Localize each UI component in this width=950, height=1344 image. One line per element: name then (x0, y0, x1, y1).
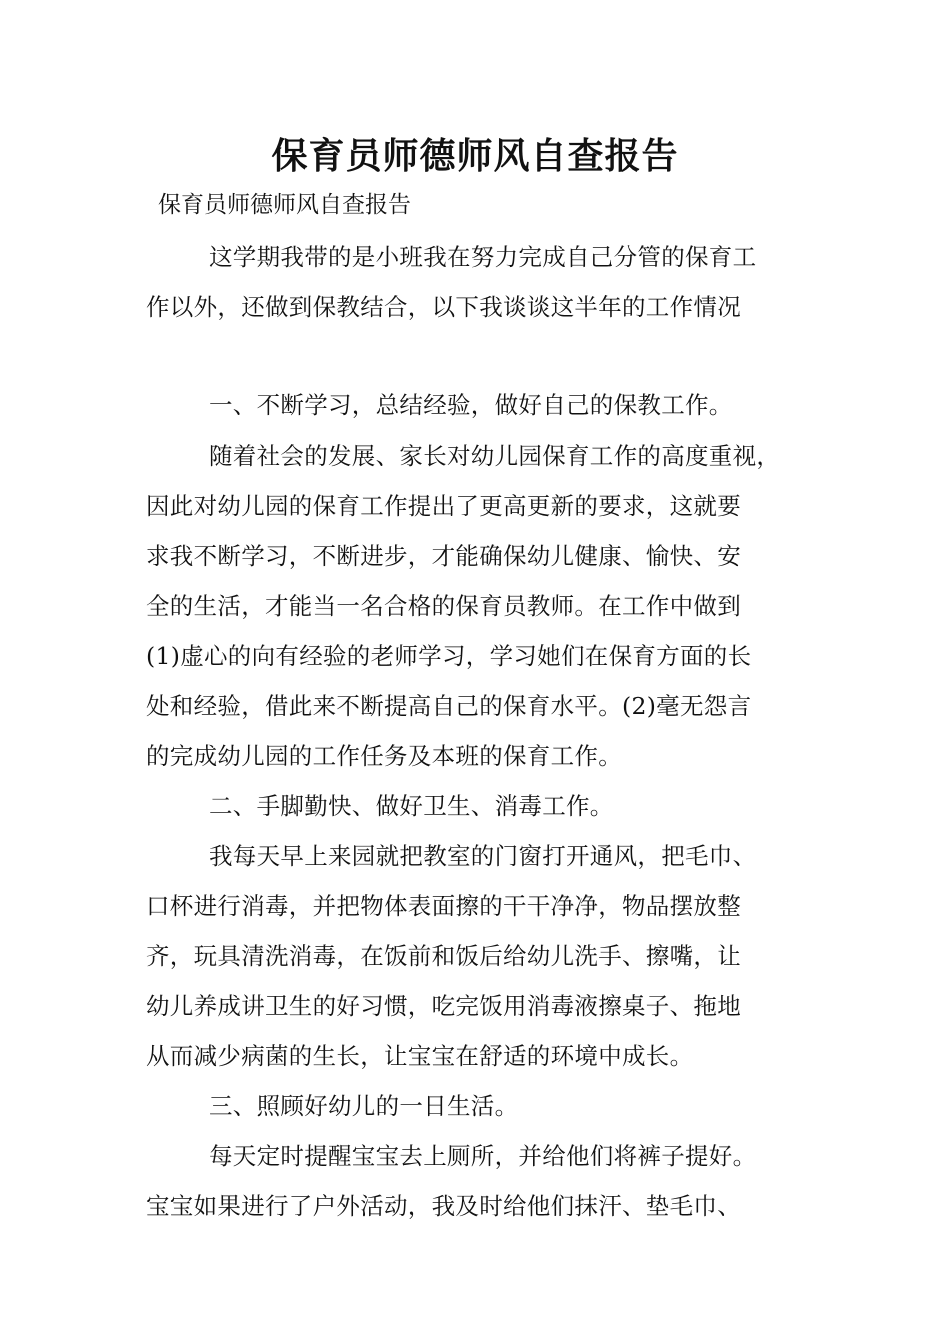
paragraph-line: (1)虚心的向有经验的老师学习，学习她们在保育方面的长 (146, 642, 752, 670)
paragraph-line: 随着社会的发展、家长对幼儿园保育工作的高度重视， (209, 442, 781, 470)
paragraph-line: 作以外，还做到保教结合，以下我谈谈这半年的工作情况 (146, 293, 741, 321)
section-heading: 二、手脚勤快、做好卫生、消毒工作。 (209, 792, 614, 820)
paragraph-line: 每天定时提醒宝宝去上厕所，并给他们将裤子提好。 (209, 1142, 757, 1170)
paragraph-line: 的完成幼儿园的工作任务及本班的保育工作。 (146, 742, 622, 770)
paragraph-line: 全的生活，才能当一名合格的保育员教师。在工作中做到 (146, 592, 741, 620)
paragraph-line: 口杯进行消毒，并把物体表面擦的干干净净，物品摆放整 (146, 892, 741, 920)
paragraph-line: 从而减少病菌的生长，让宝宝在舒适的环境中成长。 (146, 1042, 694, 1070)
paragraph-line: 幼儿养成讲卫生的好习惯，吃完饭用消毒液擦桌子、拖地 (146, 992, 741, 1020)
document-title: 保育员师德师风自查报告 (271, 136, 679, 177)
paragraph-line: 宝宝如果进行了户外活动，我及时给他们抹汗、垫毛巾、 (146, 1192, 741, 1220)
section-heading: 一、不断学习，总结经验，做好自己的保教工作。 (209, 391, 733, 419)
paragraph-line: 求我不断学习，不断进步，才能确保幼儿健康、愉快、安 (146, 542, 741, 570)
paragraph-line: 因此对幼儿园的保育工作提出了更高更新的要求，这就要 (146, 492, 741, 520)
document-subtitle: 保育员师德师风自查报告 (158, 192, 411, 218)
paragraph-line: 齐，玩具清洗消毒，在饭前和饭后给幼儿洗手、擦嘴，让 (146, 942, 741, 970)
paragraph-line: 处和经验，借此来不断提高自己的保育水平。(2)毫无怨言 (146, 692, 752, 720)
paragraph-line: 这学期我带的是小班我在努力完成自己分管的保育工 (209, 243, 757, 271)
paragraph-line: 我每天早上来园就把教室的门窗打开通风，把毛巾、 (209, 842, 757, 870)
section-heading: 三、照顾好幼儿的一日生活。 (209, 1092, 519, 1120)
